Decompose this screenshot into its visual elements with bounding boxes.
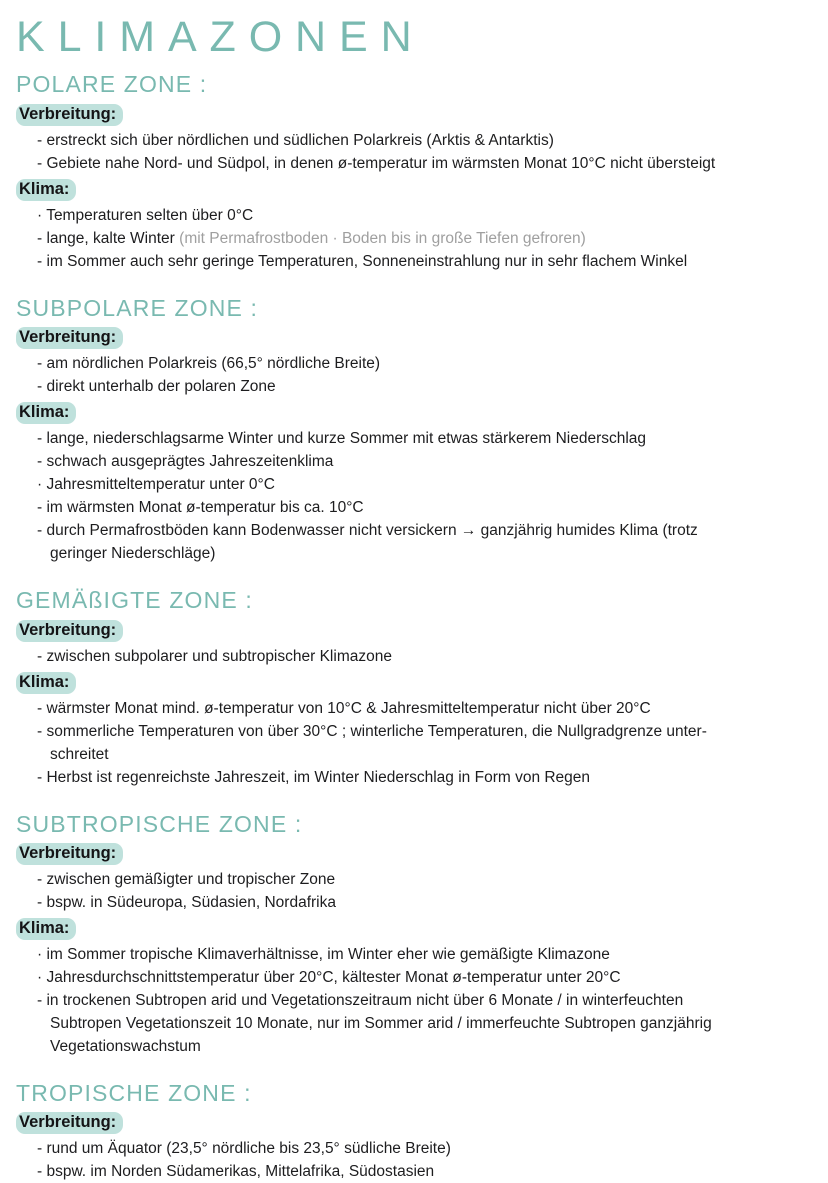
section-tropische-zone: [16, 1080, 812, 1183]
bullet-text: · Jahresdurchschnittstemperatur über 20°C, kältester Monat ø-temperatur unter 20°C: [37, 969, 621, 987]
bullet-text: - im wärmsten Monat ø-temperatur bis ca. 10°C: [37, 499, 364, 517]
verbreitung-label: Verbreitung:: [16, 620, 123, 642]
page-title: KLIMAZONEN: [16, 13, 425, 61]
bullet-text-continuation: geringer Niederschläge): [50, 545, 216, 563]
bullet-text: · Jahresmitteltemperatur unter 0°C: [37, 476, 275, 494]
klima-label: Klima:: [16, 402, 76, 424]
bullet-text: - zwischen gemäßigter und tropischer Zone: [37, 871, 336, 889]
section-heading-subtropische-zone: SUBTROPISCHE ZONE :: [16, 810, 303, 837]
bullet-item: [26, 152, 812, 175]
bullet-item: [26, 943, 812, 966]
bullet-item: [26, 204, 812, 227]
bullet-text: - Herbst ist regenreichste Jahreszeit, im Winter Niederschlag in Form von Regen: [37, 768, 591, 786]
bullet-list: [16, 645, 812, 668]
bullet-item: [26, 1137, 812, 1160]
bullet-list: [16, 943, 812, 1058]
verbreitung-label: Verbreitung:: [16, 843, 123, 865]
block-verbreitung: [16, 619, 812, 668]
verbreitung-label: Verbreitung:: [16, 104, 123, 126]
bullet-item: [26, 766, 812, 789]
bullet-text: - wärmster Monat mind. ø-temperatur von 10°C & Jahresmitteltemperatur nicht über 20°C: [37, 699, 651, 717]
bullet-list: [16, 427, 812, 565]
bullet-text: - erstreckt sich über nördlichen und südlichen Polarkreis (Arktis & Antarktis): [37, 131, 554, 149]
bullet-text: - im Sommer auch sehr geringe Temperaturen, Sonneneinstrahlung nur in sehr flachem Winkel: [37, 252, 688, 270]
bullet-item: [26, 450, 812, 473]
bullet-list: [16, 204, 812, 273]
bullet-item: [26, 227, 812, 250]
bullet-item: [26, 352, 812, 375]
bullet-item: [26, 989, 812, 1058]
bullet-item: [26, 645, 812, 668]
section-subpolare-zone: [16, 295, 812, 565]
bullet-text: · Temperaturen selten über 0°C: [37, 206, 254, 224]
bullet-text: - am nördlichen Polarkreis (66,5° nördliche Breite): [37, 355, 381, 373]
block-verbreitung: [16, 1111, 812, 1183]
bullet-text: - rund um Äquator (23,5° nördliche bis 23,5° südliche Breite): [37, 1140, 451, 1158]
bullet-list: [16, 697, 812, 789]
section-polare-zone: [16, 71, 812, 272]
bullet-item: [26, 427, 812, 450]
bullet-list: [16, 352, 812, 398]
bullet-text-continuation: Vegetationswachstum: [50, 1038, 201, 1056]
bullet-text: - direkt unterhalb der polaren Zone: [37, 378, 276, 396]
bullet-item: [26, 1160, 812, 1183]
bullet-text: - bspw. in Südeuropa, Südasien, Nordafrika: [37, 894, 336, 912]
bullet-item: [26, 473, 812, 496]
bullet-list: [16, 129, 812, 175]
bullet-text: - bspw. im Norden Südamerikas, Mittelafrika, Südostasien: [37, 1163, 435, 1181]
klima-label: Klima:: [16, 918, 76, 940]
bullet-text: - Gebiete nahe Nord- und Südpol, in denen ø-temperatur im wärmsten Monat 10°C nicht übersteigt: [37, 154, 716, 172]
section-heading-gemaessigte-zone: GEMÄßIGTE ZONE :: [16, 587, 253, 614]
verbreitung-label: Verbreitung:: [16, 327, 123, 349]
bullet-item: [26, 496, 812, 519]
block-klima: [16, 671, 812, 789]
bullet-text: - schwach ausgeprägtes Jahreszeitenklima: [37, 453, 334, 471]
block-verbreitung: [16, 842, 812, 914]
bullet-list: [16, 868, 812, 914]
bullet-text-main: - lange, kalte Winter: [37, 229, 180, 247]
bullet-item: [26, 720, 812, 766]
section-heading-subpolare-zone: SUBPOLARE ZONE :: [16, 294, 259, 321]
bullet-item: [26, 375, 812, 398]
klima-label: Klima:: [16, 672, 76, 694]
section-heading-tropische-zone: TROPISCHE ZONE :: [16, 1080, 252, 1107]
block-klima: [16, 917, 812, 1058]
bullet-item: [26, 891, 812, 914]
bullet-text: - sommerliche Temperaturen von über 30°C ; winterliche Temperaturen, die Nullgradgrenze unter-: [37, 722, 707, 740]
block-klima: [16, 401, 812, 565]
block-klima: [16, 178, 812, 273]
bullet-item: [26, 519, 812, 565]
section-subtropische-zone: [16, 811, 812, 1058]
verbreitung-label: Verbreitung:: [16, 1112, 123, 1134]
bullet-item: [26, 250, 812, 273]
bullet-text: - lange, niederschlagsarme Winter und kurze Sommer mit etwas stärkerem Niederschlag: [37, 430, 647, 448]
bullet-item: [26, 697, 812, 720]
bullet-text: · im Sommer tropische Klimaverhältnisse, im Winter eher wie gemäßigte Klimazone: [37, 946, 610, 964]
bullet-text-continuation: schreitet: [50, 745, 109, 763]
bullet-text: - durch Permafrostböden kann Bodenwasser nicht versickern → ganzjährig humides Klima (trotz: [37, 522, 698, 540]
block-verbreitung: [16, 326, 812, 398]
section-heading-polare-zone: POLARE ZONE :: [16, 71, 208, 98]
bullet-text-continuation: Subtropen Vegetationszeit 10 Monate, nur im Sommer arid / immerfeuchte Subtropen ganzjährig: [50, 1015, 712, 1033]
block-verbreitung: [16, 103, 812, 175]
bullet-muted-text: (mit Permafrostboden · Boden bis in große Tiefen gefroren): [179, 229, 586, 247]
section-gemaessigte-zone: [16, 587, 812, 788]
bullet-item: [26, 129, 812, 152]
klima-label: Klima:: [16, 179, 76, 201]
bullet-text: [26, 227, 812, 250]
bullet-list: [16, 1137, 812, 1183]
bullet-item: [26, 868, 812, 891]
bullet-item: [26, 966, 812, 989]
bullet-text: - in trockenen Subtropen arid und Vegetationszeitraum nicht über 6 Monate / in winterfeuchten: [37, 992, 684, 1010]
bullet-text: - zwischen subpolarer und subtropischer Klimazone: [37, 647, 392, 665]
